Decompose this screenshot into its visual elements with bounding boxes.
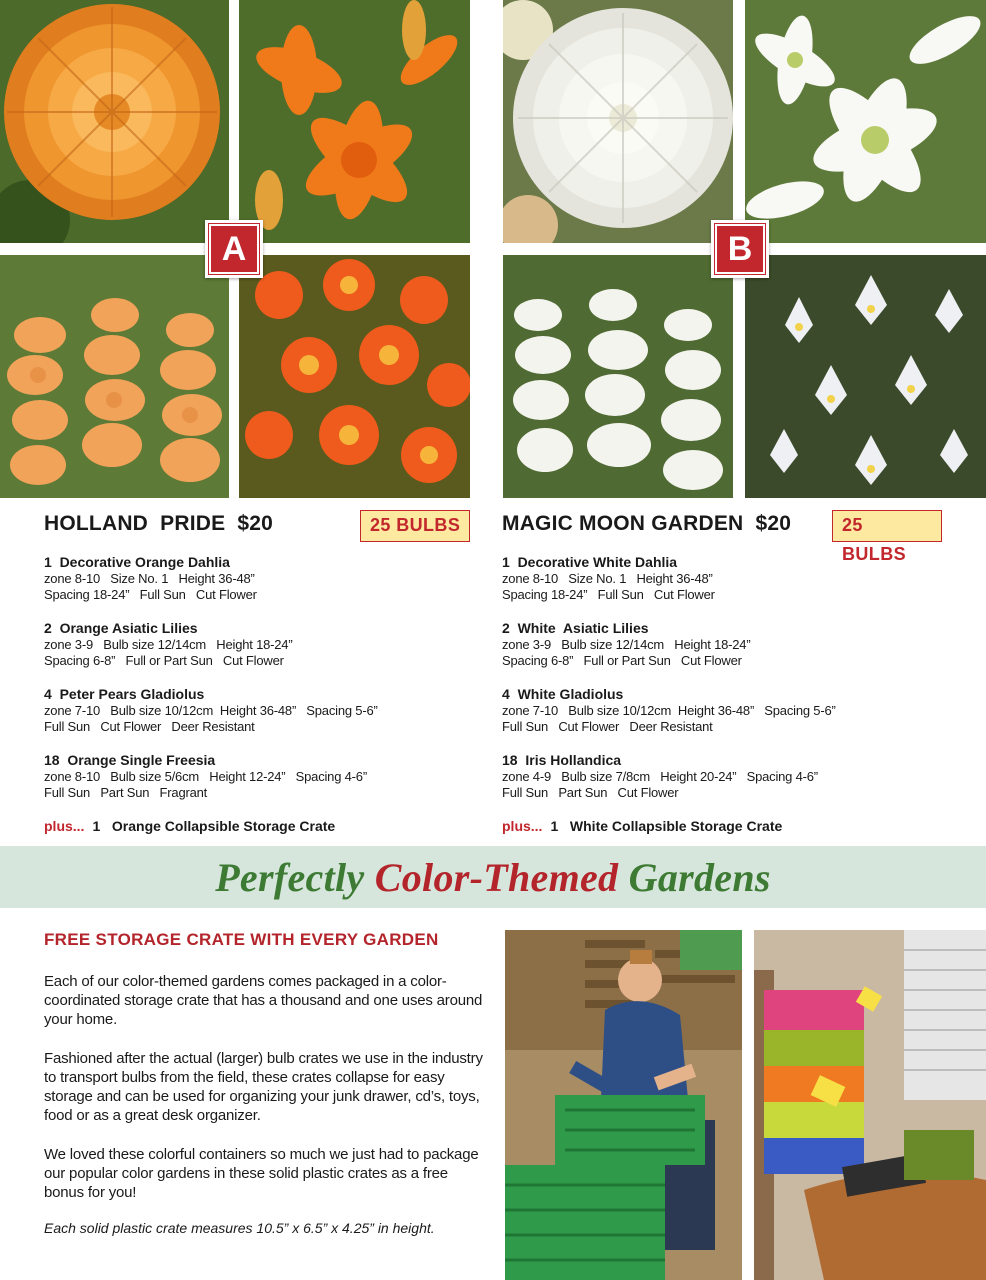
item-details: zone 7-10 Bulb size 10/12cm Height 36-48” Spacing 5-6” [44, 703, 378, 718]
item-details: zone 7-10 Bulb size 10/12cm Height 36-48” Spacing 5-6” [502, 703, 836, 718]
item-details: zone 4-9 Bulb size 7/8cm Height 20-24” Spacing 4-6” [502, 769, 818, 784]
item-name: 18 Iris Hollandica [502, 752, 622, 768]
garden-b-badge-letter: B [715, 224, 765, 274]
white-dahlia-photo [503, 0, 733, 243]
list-item [502, 620, 942, 669]
item-name: 2 White Asiatic Lilies [502, 620, 649, 636]
item-name: 2 Orange Asiatic Lilies [44, 620, 198, 636]
item-details: zone 3-9 Bulb size 12/14cm Height 18-24” [44, 637, 293, 652]
garden-b-details [502, 510, 942, 834]
garden-b-title: MAGIC MOON GARDEN $20 [502, 512, 792, 535]
banner-text-part3: Gardens [618, 854, 771, 900]
list-item [502, 752, 942, 801]
item-details: Full Sun Part Sun Fragrant [44, 785, 208, 800]
orange-freesia-photo [239, 255, 470, 498]
item-name: 18 Orange Single Freesia [44, 752, 216, 768]
white-iris-photo [745, 255, 986, 498]
item-details: Full Sun Cut Flower Deer Resistant [502, 719, 713, 734]
crate-paragraph: Each of our color-themed gardens comes packaged in a color-coordinated storage crate that has a thousand and one uses around your home. [44, 973, 483, 1028]
crate-heading: FREE STORAGE CRATE WITH EVERY GARDEN [44, 930, 439, 949]
item-details: zone 8-10 Size No. 1 Height 36-48” [44, 571, 255, 586]
desk-organizer-crates-photo [754, 930, 986, 1280]
item-name: 4 Peter Pears Gladiolus [44, 686, 205, 702]
item-details: zone 3-9 Bulb size 12/14cm Height 18-24” [502, 637, 751, 652]
color-themed-banner [0, 846, 986, 908]
orange-gladiolus-photo [0, 255, 229, 498]
plus-label: plus... [502, 818, 543, 834]
white-gladiolus-photo [503, 255, 733, 498]
item-details: Spacing 18-24” Full Sun Cut Flower [502, 587, 715, 602]
plus-label: plus... [44, 818, 85, 834]
item-details: zone 8-10 Size No. 1 Height 36-48” [502, 571, 713, 586]
item-details: Spacing 18-24” Full Sun Cut Flower [44, 587, 257, 602]
list-item [44, 752, 484, 801]
list-item [502, 686, 942, 735]
bonus-item: 1 Orange Collapsible Storage Crate [92, 818, 336, 834]
bonus-item: 1 White Collapsible Storage Crate [550, 818, 783, 834]
garden-a-badge-letter: A [209, 224, 259, 274]
garden-a-title: HOLLAND PRIDE $20 [44, 512, 274, 535]
list-item [44, 620, 484, 669]
crate-paragraph: Fashioned after the actual (larger) bulb crates we use in the industry to transport bulbs from the field, these crates collapse for easy storage and can be used for organizing your junk drawer, cd’s, toys, food or as a great desk organizer. [44, 1050, 483, 1124]
item-details: Full Sun Part Sun Cut Flower [502, 785, 679, 800]
list-item [44, 554, 484, 603]
garden-a-badge [205, 220, 263, 278]
garden-a-bonus [44, 818, 484, 834]
garden-b-bonus [502, 818, 942, 834]
man-with-green-crates-photo [505, 930, 742, 1280]
garden-b-badge [711, 220, 769, 278]
orange-lily-photo [239, 0, 470, 243]
item-details: zone 8-10 Bulb size 5/6cm Height 12-24” Spacing 4-6” [44, 769, 367, 784]
item-details: Full Sun Cut Flower Deer Resistant [44, 719, 255, 734]
crate-paragraph: We loved these colorful containers so much we just had to package our popular color gardens in these solid plastic crates as a free bonus for you! [44, 1146, 479, 1201]
list-item [44, 686, 484, 735]
white-lily-photo [745, 0, 986, 243]
orange-dahlia-photo [0, 0, 229, 243]
garden-a-details [44, 510, 484, 834]
item-name: 4 White Gladiolus [502, 686, 624, 702]
garden-a-bulb-count: 25 BULBS [360, 510, 470, 542]
banner-text-part2: Color-Themed [374, 854, 619, 900]
crate-dimensions-note: Each solid plastic crate measures 10.5” x 6.5” x 4.25” in height. [44, 1220, 435, 1236]
item-name: 1 Decorative White Dahlia [502, 554, 678, 570]
storage-crate-section [44, 930, 484, 1236]
banner-text-part1: Perfectly [215, 854, 375, 900]
garden-b-bulb-count: 25 BULBS [832, 510, 942, 542]
item-name: 1 Decorative Orange Dahlia [44, 554, 230, 570]
item-details: Spacing 6-8” Full or Part Sun Cut Flower [502, 653, 742, 668]
item-details: Spacing 6-8” Full or Part Sun Cut Flower [44, 653, 284, 668]
